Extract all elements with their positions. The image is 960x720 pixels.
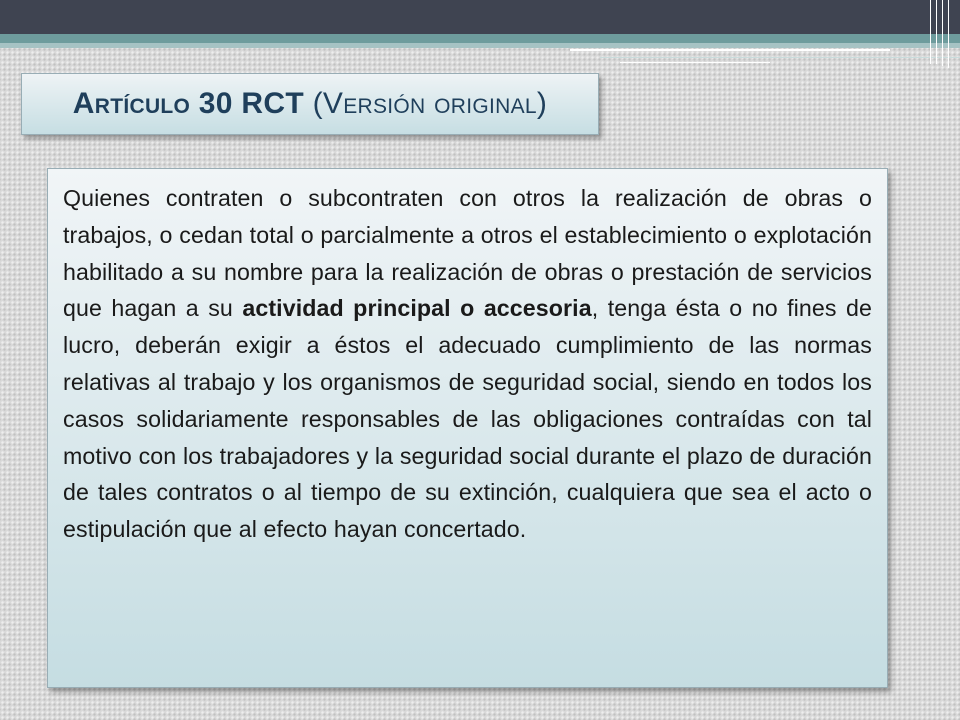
decorative-vertical-line (948, 0, 949, 68)
title-sub: (Versión original) (312, 87, 548, 120)
slide-title-box (21, 73, 599, 135)
decorative-vertical-line (930, 0, 931, 64)
title-main: Artículo 30 RCT (72, 87, 304, 120)
article-text-after: , tenga ésta o no fines de lucro, deberán exigir a éstos el adecuado cumplimiento de las normas relativas al trabajo y los organismos de seguridad social, siendo en todos los casos solidariamente responsables de las obligaciones contraídas con tal motivo con los trabajadores y la seguridad social durante el plazo de duración de tales contratos o al tiempo de su extinción, cualquiera que sea el acto o estipulación que al efecto hayan concertado. (63, 295, 873, 543)
article-text-before: Quienes contraten o subcontraten con otros la realización de obras o trabajos, o cedan total o parcialmente a otros el establecimiento o explotación habilitado a su nombre para la realización de obras o prestación de servicios que hagan a su (63, 185, 872, 322)
header-teal-band (0, 34, 960, 43)
decorative-line (570, 49, 890, 51)
article-paragraph (63, 180, 872, 548)
decorative-line (620, 62, 770, 63)
slide-title (73, 87, 547, 121)
header-dark-band (0, 0, 960, 34)
article-bold-phrase: actividad principal o accesoria (242, 295, 592, 322)
decorative-vertical-line (936, 0, 937, 64)
header-light-band (0, 43, 960, 48)
decorative-vertical-line (942, 0, 943, 66)
article-text-box (47, 168, 888, 688)
decorative-line (600, 57, 960, 58)
